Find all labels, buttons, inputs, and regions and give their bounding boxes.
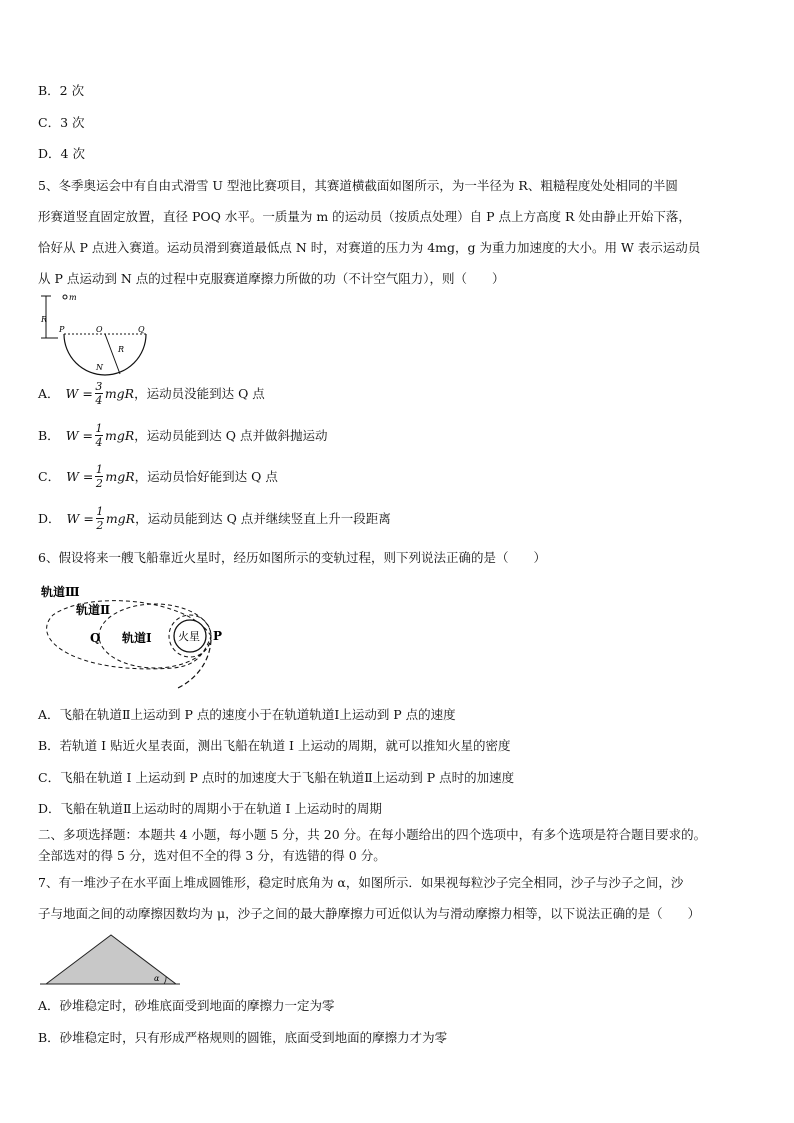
q5-option-c: C． W = $\frac{1}{2}$ mgR ，运动员恰好能到达 Q 点 — [38, 463, 278, 490]
q7-stem-line-1: 7、有一堆沙子在水平面上堆成圆锥形，稳定时底角为 α，如图所示．如果视每粒沙子完全相同，沙子与沙子之间，沙 — [38, 875, 684, 890]
q7-option-a: A．砂堆稳定时，砂堆底面受到地面的摩擦力一定为零 — [38, 998, 335, 1013]
q6-option-c: C．飞船在轨道 I 上运动到 P 点时的加速度大于飞船在轨道Ⅱ上运动到 P 点时的加速度 — [38, 770, 515, 785]
q7-label-alpha: α — [154, 974, 160, 983]
q6-label-orbit1: 轨道Ⅰ — [122, 631, 152, 645]
q6-option-d: D．飞船在轨道Ⅱ上运动时的周期小于在轨道 I 上运动时的周期 — [38, 801, 382, 816]
section2-intro-line-1: 二、多项选择题：本题共 4 小题，每小题 5 分，共 20 分。在每小题给出的四个选项中，有多个选项是符合题目要求的。 — [38, 827, 707, 842]
q5-label-o: O — [96, 325, 103, 334]
q5-option-b: B． W = $\frac{1}{4}$ mgR ，运动员能到达 Q 点并做斜抛运动 — [38, 422, 328, 449]
q5-stem-line-2: 形赛道竖直固定放置，直径 POQ 水平。一质量为 m 的运动员（按质点处理）自 P 点上方高度 R 处由静止开始下落， — [38, 209, 691, 224]
section2-intro-line-2: 全部选对的得 5 分，选对但不全的得 3 分，有选错的得 0 分。 — [38, 848, 386, 863]
q5-option-d: D． W = $\frac{1}{2}$ mgR ，运动员能到达 Q 点并继续竖直上升一段距离 — [38, 505, 391, 532]
q5-label-r-radius: R — [118, 345, 125, 354]
q6-label-orbit2: 轨道Ⅱ — [76, 603, 111, 617]
q6-orbit-figure — [38, 580, 238, 692]
q6-label-orbit3: 轨道Ⅲ — [41, 585, 80, 599]
q7-stem-line-2: 子与地面之间的动摩擦因数均为 μ，沙子之间的最大静摩擦力可近似认为与滑动摩擦力相等，以下说法正确的是（ ） — [38, 906, 701, 921]
q5-stem-line-1: 5、冬季奥运会中有自由式滑雪 U 型池比赛项目，其赛道横截面如图所示，为一半径为 R、粗糙程度处处相同的半圆 — [38, 178, 678, 193]
q6-option-b: B．若轨道 I 贴近火星表面，测出飞船在轨道 I 上运动的周期，就可以推知火星的密度 — [38, 738, 511, 753]
q4-option-d: D．4 次 — [38, 146, 85, 161]
q6-stem: 6、假设将来一艘飞船靠近火星时，经历如图所示的变轨过程，则下列说法正确的是（ ） — [38, 550, 546, 565]
q5-label-r-height: R — [41, 315, 48, 324]
q5-halfpipe-figure — [36, 290, 166, 380]
q6-label-mars: 火星 — [178, 630, 200, 643]
q5-label-q: Q — [138, 325, 145, 334]
q5-stem-line-4: 从 P 点运动到 N 点的过程中克服赛道摩擦力所做的功（不计空气阻力），则（ ） — [38, 271, 505, 286]
q4-option-c: C．3 次 — [38, 115, 85, 130]
q5-label-n: N — [96, 363, 103, 372]
q5-label-p: P — [59, 325, 65, 334]
q6-label-p: P — [213, 629, 223, 643]
q5-option-a: A． W = $\frac{3}{4}$ mgR ，运动员没能到达 Q 点 — [38, 380, 265, 407]
q5-label-m: m — [69, 293, 77, 302]
q7-sand-pile-figure — [38, 930, 188, 990]
q5-stem-line-3: 恰好从 P 点进入赛道。运动员滑到赛道最低点 N 时，对赛道的压力为 4mg，g 为重力加速度的大小。用 W 表示运动员 — [38, 240, 701, 255]
q7-option-b: B．砂堆稳定时，只有形成严格规则的圆锥，底面受到地面的摩擦力才为零 — [38, 1030, 448, 1045]
q4-option-b: B．2 次 — [38, 83, 85, 98]
q6-option-a: A．飞船在轨道Ⅱ上运动到 P 点的速度小于在轨道轨道Ⅰ上运动到 P 点的速度 — [38, 707, 456, 722]
q6-label-q: Q — [90, 631, 101, 645]
